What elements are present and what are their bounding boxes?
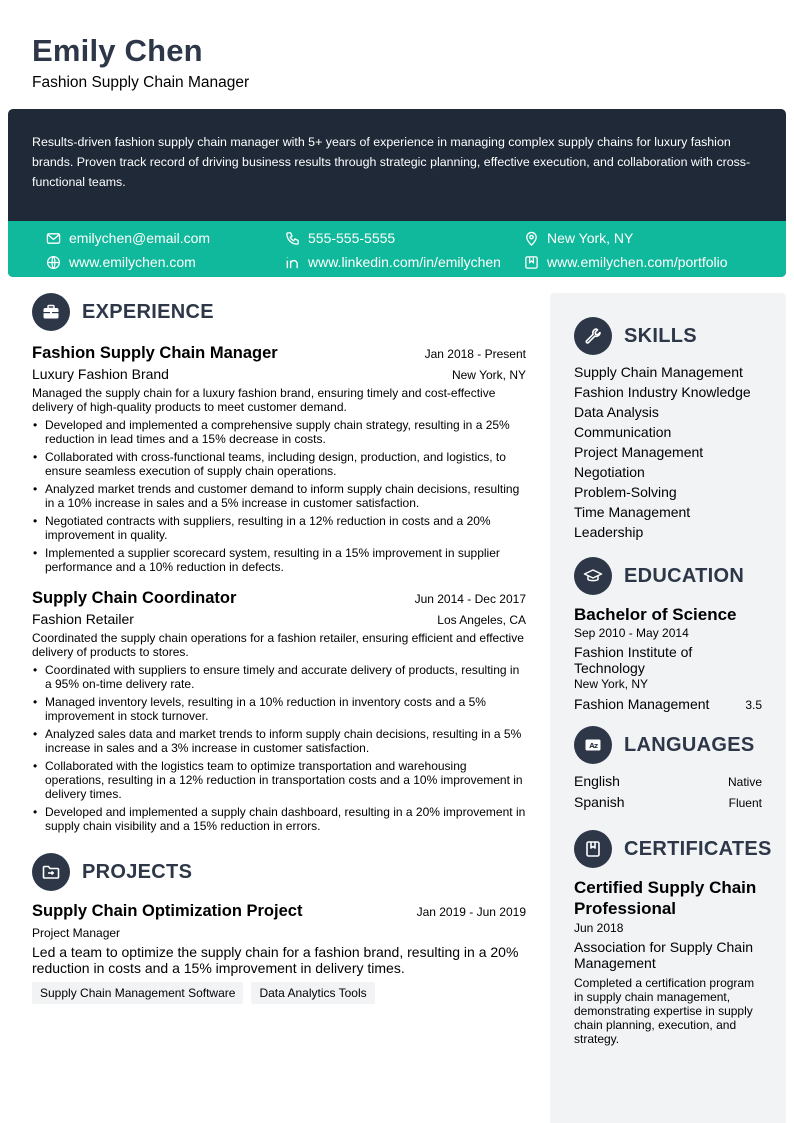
portfolio-text: www.emilychen.com/portfolio: [547, 254, 728, 270]
contact-email[interactable]: [46, 226, 285, 250]
job-bullets: [32, 418, 526, 574]
job-location: Los Angeles, CA: [437, 613, 526, 627]
list-item: • Analyzed market trends and customer demand to inform supply chain decisions, resulting in a 10% increase in sales and a 5% increase in customer satisfaction.: [32, 482, 526, 510]
certificate-date: Jun 2018: [574, 921, 624, 935]
projects-title: PROJECTS: [82, 860, 193, 883]
list-item: • Implemented a supplier scorecard system, resulting in a 15% improvement in supplier performance and a 10% reduction in defects.: [32, 546, 526, 574]
folder-icon: [32, 853, 70, 891]
portfolio-icon: [524, 255, 539, 270]
education-title: EDUCATION: [624, 564, 745, 587]
certificates-title: CERTIFICATES: [624, 837, 772, 860]
contact-website[interactable]: [46, 250, 285, 274]
graduation-cap-icon: [574, 557, 612, 595]
contact-phone[interactable]: [285, 226, 524, 250]
job-entry: [32, 588, 526, 833]
job-title: Fashion Supply Chain Manager: [32, 344, 278, 362]
website-text: www.emilychen.com: [69, 254, 196, 270]
summary-text: Results-driven fashion supply chain manager with 5+ years of experience in managing complex supply chains for luxury fashion brands. Proven track record of driving business results through strategic planning, effective execution, and collaboration with cross-functional teams.: [32, 135, 751, 189]
education-degree: Bachelor of Science: [574, 605, 737, 624]
certificate-issuer: Association for Supply Chain Management: [574, 939, 753, 971]
email-text: emilychen@email.com: [69, 230, 211, 246]
list-item: • Negotiated contracts with suppliers, resulting in a 12% reduction in costs and a 20% improvement in quality.: [32, 514, 526, 542]
education-school: Fashion Institute of Technology: [574, 644, 693, 676]
job-location: New York, NY: [451, 368, 526, 382]
job-description: Coordinated the supply chain operations for a fashion retailer, ensuring efficient and effective delivery of products to stores.: [32, 631, 524, 659]
skill-item: Problem-Solving: [574, 484, 677, 500]
skill-item: Data Analysis: [574, 404, 659, 420]
candidate-name: Emily Chen: [32, 33, 203, 68]
list-item: • Collaborated with the logistics team to optimize transportation and warehousing operations, resulting in a 12% reduction in transportation costs and a 10% improvement in delivery times.: [32, 759, 526, 801]
svg-text:A: A: [589, 742, 595, 750]
job-entry: [32, 343, 526, 574]
experience-heading: [32, 293, 526, 331]
skill-item: Leadership: [574, 524, 644, 540]
skill-item: Communication: [574, 424, 672, 440]
sidebar: [550, 293, 786, 1123]
linkedin-text: www.linkedin.com/in/emilychen: [308, 254, 501, 270]
certificate-title: Certified Supply Chain Professional: [574, 878, 757, 918]
contact-bar: [8, 221, 786, 277]
phone-icon: [285, 231, 300, 246]
projects-heading: [32, 853, 526, 891]
job-date: Jun 2014 - Dec 2017: [414, 592, 526, 606]
language-level: Fluent: [728, 796, 762, 810]
summary-band: [8, 109, 786, 277]
language-row: [574, 771, 762, 792]
contact-linkedin[interactable]: [285, 250, 524, 274]
languages-heading: [574, 726, 762, 764]
translate-icon: [574, 726, 612, 764]
contact-portfolio[interactable]: [524, 250, 774, 274]
education-location: New York, NY: [574, 677, 649, 691]
location-text: New York, NY: [547, 230, 634, 246]
list-item: • Analyzed sales data and market trends to inform supply chain decisions, resulting in a 5% increase in sales and a 3% increase in customer satisfaction.: [32, 727, 526, 755]
education-heading: [574, 557, 762, 595]
map-pin-icon: [524, 231, 539, 246]
svg-text:z: z: [594, 742, 599, 750]
list-item: • Developed and implemented a comprehensive supply chain strategy, resulting in a 25% reduction in lead times and a 15% decrease in costs.: [32, 418, 526, 446]
skill-item: Time Management: [574, 504, 691, 520]
job-company: Luxury Fashion Brand: [32, 366, 169, 382]
project-title: Supply Chain Optimization Project: [32, 902, 303, 920]
experience-title: EXPERIENCE: [82, 300, 214, 323]
languages-list: [574, 771, 762, 813]
project-entry: [32, 901, 526, 1004]
globe-icon: [46, 255, 61, 270]
certificate-description: Completed a certification program in supply chain management, demonstrating expertise in supply chain planning, execution, and strategy.: [574, 976, 755, 1046]
skill-item: Negotiation: [574, 464, 645, 480]
briefcase-icon: [32, 293, 70, 331]
project-role: Project Manager: [32, 926, 121, 940]
skills-title: SKILLS: [624, 324, 697, 347]
skill-item: Fashion Industry Knowledge: [574, 384, 751, 400]
education-field-row: [574, 694, 762, 715]
project-tags: [32, 982, 526, 1004]
education-date: Sep 2010 - May 2014: [574, 626, 689, 640]
language-name: Spanish: [574, 794, 625, 810]
contact-location: [524, 226, 774, 250]
main-column: [32, 293, 526, 1004]
education-field: Fashion Management: [574, 696, 710, 712]
phone-text: 555-555-5555: [308, 230, 396, 246]
list-item: • Collaborated with cross-functional teams, including design, production, and logistics, to ensure seamless execution of supply chain operations.: [32, 450, 526, 478]
wrench-icon: [574, 317, 612, 355]
skills-list: [574, 362, 762, 542]
language-name: English: [574, 773, 620, 789]
skill-item: Project Management: [574, 444, 704, 460]
project-date: Jan 2019 - Jun 2019: [416, 905, 526, 919]
job-date: Jan 2018 - Present: [424, 347, 526, 361]
list-item: • Developed and implemented a supply chain dashboard, resulting in a 20% improvement in supply chain visibility and a 15% reduction in errors.: [32, 805, 526, 833]
job-title: Supply Chain Coordinator: [32, 589, 237, 607]
job-description: Managed the supply chain for a luxury fashion brand, ensuring timely and cost-effective delivery of high-quality products to meet customer demand.: [32, 386, 496, 414]
list-item: • Coordinated with suppliers to ensure timely and accurate delivery of products, resulting in a 95% on-time delivery rate.: [32, 663, 526, 691]
skills-heading: [574, 317, 762, 355]
candidate-title: Fashion Supply Chain Manager: [32, 74, 250, 91]
skill-item: Supply Chain Management: [574, 364, 743, 380]
linkedin-icon: [285, 255, 300, 270]
mail-icon: [46, 231, 61, 246]
certificates-heading: [574, 830, 772, 868]
tag: Data Analytics Tools: [251, 982, 374, 1004]
bookmark-book-icon: [574, 830, 612, 868]
tag: Supply Chain Management Software: [32, 982, 243, 1004]
job-company: Fashion Retailer: [32, 611, 134, 627]
language-level: Native: [727, 775, 762, 789]
education-gpa: 3.5: [745, 698, 762, 712]
resume-header: [0, 0, 794, 109]
language-row: [574, 792, 762, 813]
list-item: • Managed inventory levels, resulting in a 10% reduction in inventory costs and a 5% improvement in stock turnover.: [32, 695, 526, 723]
job-bullets: [32, 663, 526, 833]
languages-title: LANGUAGES: [624, 733, 755, 756]
project-description: Led a team to optimize the supply chain for a fashion brand, resulting in a 20% reduction in costs and a 15% improvement in delivery times.: [32, 944, 519, 976]
